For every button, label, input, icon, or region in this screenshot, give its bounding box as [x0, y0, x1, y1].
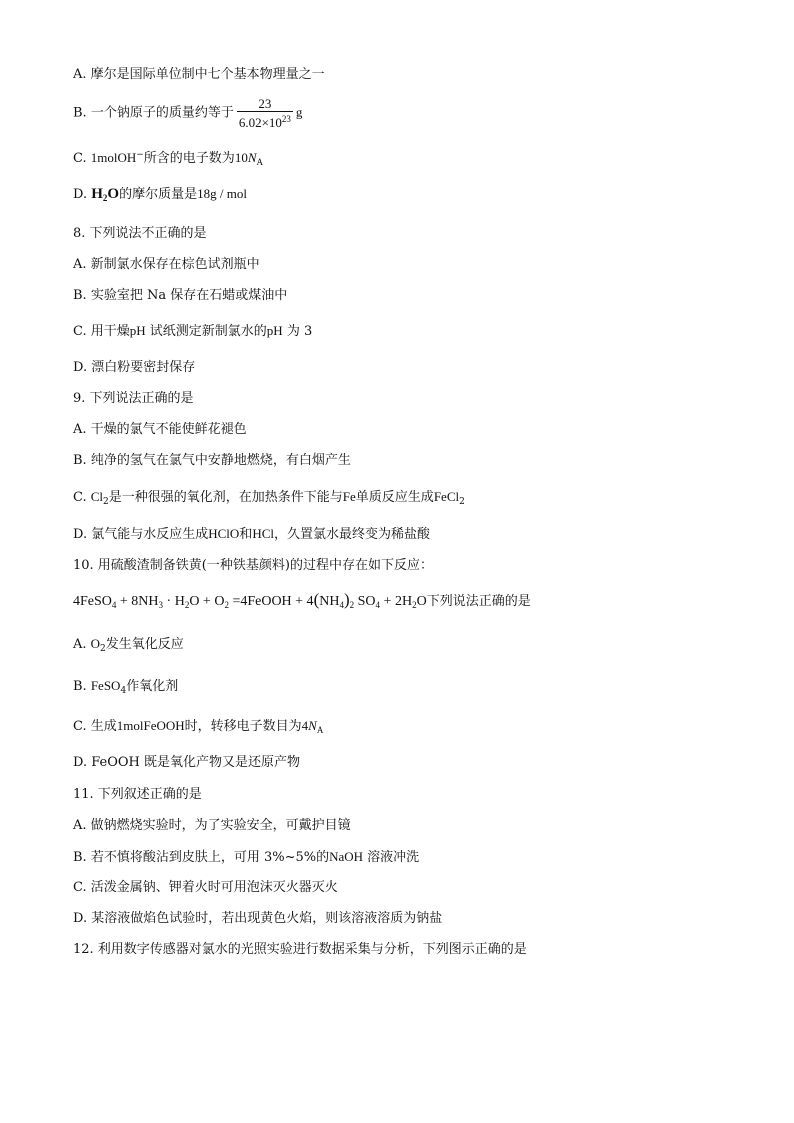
q7b-numerator: 23	[258, 96, 272, 111]
chemical-equation: 4FeSO$_4$ + $8NH_3 \cdot H_2O + O_2$ =4FeOOH + $4(NH_4)_2$ $SO_4 + 2H_2O$	[73, 590, 427, 610]
q11-option-b: B. 若不慎将酸沾到皮肤上，可用 3%~5%的NaOH 溶液冲洗	[73, 849, 420, 865]
q12-stem: 12. 利用数字传感器对氯水的光照实验进行数据采集与分析，下列图示正确的是	[73, 942, 527, 957]
q10-option-d: D. FeOOH 既是氧化产物又是还原产物	[73, 755, 301, 770]
q7-option-d: D. $H_2O$的摩尔质量是18g / mol	[73, 186, 247, 203]
q10-equation-tail: 下列说法正确的是	[426, 594, 531, 609]
q7-option-b	[73, 96, 302, 130]
q7-option-a: A. 摩尔是国际单位制中七个基本物理量之一	[73, 67, 325, 82]
q8-option-b: B. 实验室把 Na 保存在石蜡或煤油中	[73, 288, 288, 303]
q7b-denominator: $6.02\times 10^{23}$	[237, 111, 293, 130]
q7-option-c: C. 1molOH−所含的电子数为$10N_A$	[73, 150, 263, 167]
q9-option-c: C. $Cl_2$是一种很强的氧化剂，在加热条件下能与Fe单质反应生成FeCl$_2$	[73, 489, 465, 507]
q7b-prefix: B. 一个钠原子的质量约等于	[73, 105, 234, 121]
q7d-formula: $H_2O$	[91, 186, 120, 203]
q8-stem: 8. 下列说法不正确的是	[73, 226, 207, 241]
q8-option-d: D. 漂白粉要密封保存	[73, 360, 196, 375]
q11-option-c: C. 活泼金属钠、钾着火时可用泡沫灭火器灭火	[73, 880, 338, 895]
q7b-fraction	[237, 96, 293, 130]
q9-option-a: A. 干燥的氯气不能使鲜花褪色	[73, 422, 247, 437]
q7c-formula: 1molOH	[90, 150, 137, 165]
q10-option-c: C. 生成1molFeOOH时，转移电子数目为$4N_A$	[73, 718, 324, 735]
q10-option-a: A. $O_2$发生氧化反应	[73, 636, 184, 654]
q9-option-b: B. 纯净的氢气在氯气中安静地燃烧，有白烟产生	[73, 453, 351, 468]
q10-equation	[73, 591, 531, 614]
q7b-unit: g	[295, 104, 303, 120]
q9-option-d: D. 氯气能与水反应生成HClO和HCl，久置氯水最终变为稀盐酸	[73, 526, 430, 542]
q11-option-a: A. 做钠燃烧实验时，为了实验安全，可戴护目镜	[73, 818, 351, 833]
q11-stem: 11. 下列叙述正确的是	[73, 787, 202, 802]
q10-stem: 10. 用硫酸渣制备铁黄(一种铁基颜料)的过程中存在如下反应：	[73, 558, 433, 573]
q9-stem: 9. 下列说法正确的是	[73, 391, 194, 406]
q10-option-b: B. FeSO$_4$作氧化剂	[73, 678, 179, 696]
q11-option-d: D. 某溶液做焰色试验时，若出现黄色火焰，则该溶液溶质为钠盐	[73, 911, 443, 926]
q8-option-a: A. 新制氯水保存在棕色试剂瓶中	[73, 257, 260, 272]
q8-option-c: C. 用干燥pH 试纸测定新制氯水的pH 为 3	[73, 323, 313, 339]
